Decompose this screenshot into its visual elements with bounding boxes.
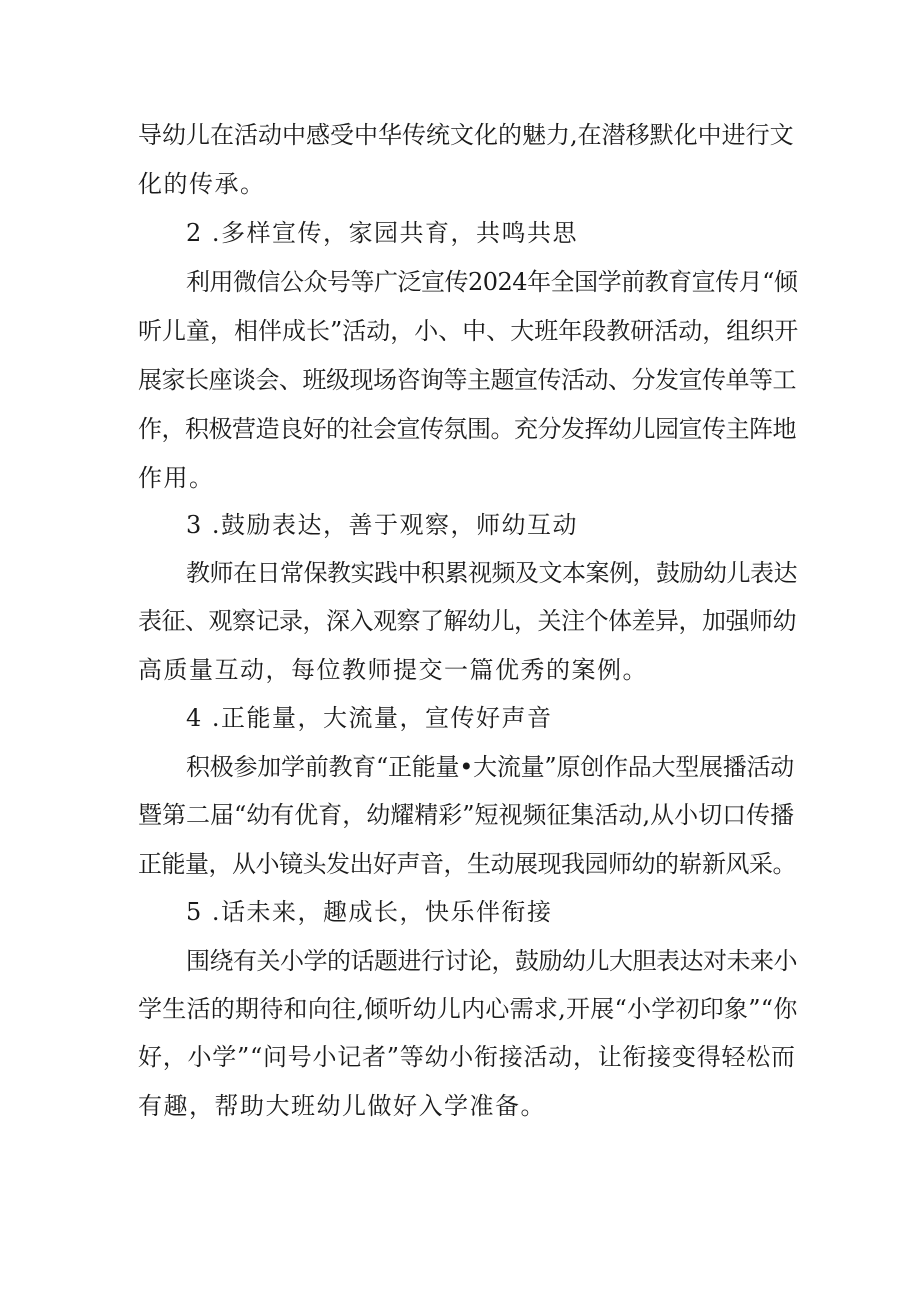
paragraph-line: 暨第二届“幼有优育，幼耀精彩”短视频征集活动,从小切口传播 [138, 801, 795, 829]
paragraph-line: 积极参加学前教育“正能量•大流量”原创作品大型展播活动 [186, 753, 794, 781]
paragraph-line: 好，小学”“问号小记者”等幼小衔接活动，让衔接变得轻松而 [138, 1043, 796, 1071]
paragraph-line: 利用微信公众号等广泛宣传2024年全国学前教育宣传月“倾 [186, 268, 798, 296]
paragraph-line: 听儿童，相伴成长”活动，小、中、大班年段教研活动，组织开 [138, 317, 799, 345]
paragraph-line: 教师在日常保教实践中积累视频及文本案例，鼓励幼儿表达 [186, 559, 797, 587]
paragraph-line: 有趣，帮助大班幼儿做好入学准备。 [138, 1092, 546, 1120]
paragraph-line: 表征、观察记录，深入观察了解幼儿，关注个体差异，加强师幼 [138, 607, 796, 635]
paragraph-line: 作用。 [138, 464, 215, 492]
paragraph-line: 学生活的期待和向往,倾听幼儿内心需求,开展“小学初印象”“你 [138, 995, 798, 1023]
paragraph-line: 围绕有关小学的话题进行讨论，鼓励幼儿大胆表达对未来小 [186, 947, 797, 975]
section-heading: 2 .多样宣传，家园共育，共鸣共思 [186, 219, 579, 247]
paragraph-line: 展家长座谈会、班级现场咨询等主题宣传活动、分发宣传单等工 [138, 366, 796, 394]
paragraph-line: 导幼儿在活动中感受中华传统文化的魅力,在潜移默化中进行文 [138, 121, 794, 149]
section-heading: 5 .话未来，趣成长，快乐伴衔接 [186, 898, 553, 926]
paragraph-line: 高质量互动，每位教师提交一篇优秀的案例。 [138, 656, 648, 684]
paragraph-line: 作，积极营造良好的社会宣传氛围。充分发挥幼儿园宣传主阵地 [138, 415, 796, 443]
section-heading: 3 .鼓励表达，善于观察，师幼互动 [186, 511, 579, 539]
paragraph-line: 正能量，从小镜头发出好声音，生动展现我园师幼的崭新风采。 [138, 850, 796, 878]
paragraph-line: 化的传承。 [138, 170, 266, 198]
section-heading: 4 .正能量，大流量，宣传好声音 [186, 704, 553, 732]
